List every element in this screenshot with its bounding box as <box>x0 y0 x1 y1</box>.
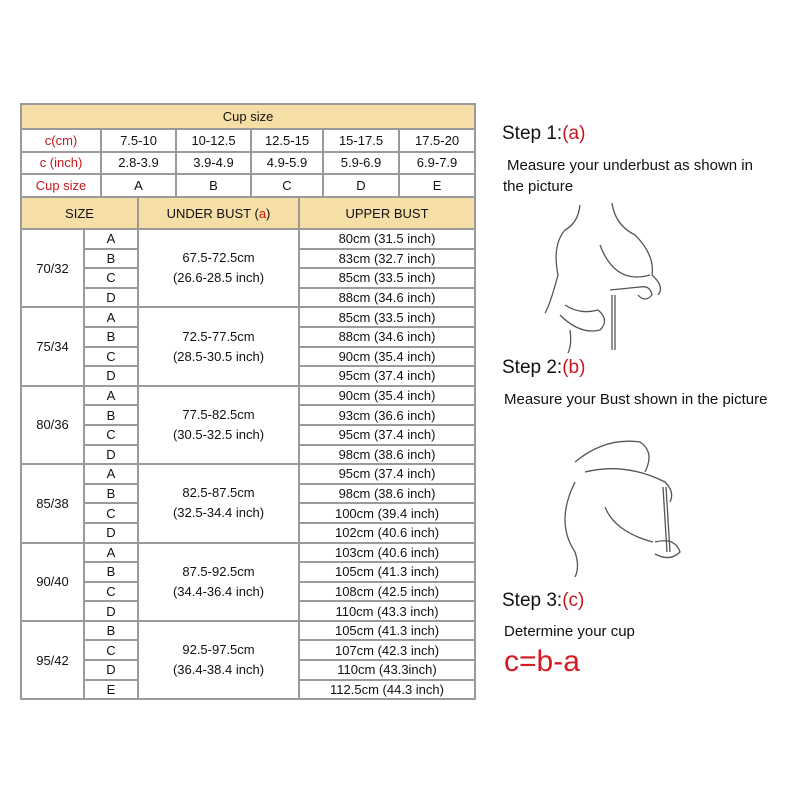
cup-letter: E <box>84 680 138 700</box>
upper-bust-value: 100cm (39.4 inch) <box>299 503 475 523</box>
bust-illustration <box>545 432 705 577</box>
upper-bust-value: 105cm (41.3 inch) <box>299 621 475 641</box>
cup-letter: D <box>84 445 138 465</box>
upper-bust-value: 90cm (35.4 inch) <box>299 347 475 367</box>
cup-letter: D <box>84 366 138 386</box>
step-2-title: Step 2:(b) <box>502 357 586 378</box>
cup-cell: 4.9-5.9 <box>251 152 323 175</box>
upper-bust-value: 105cm (41.3 inch) <box>299 562 475 582</box>
step-1-text: Measure your underbust as shown in the picture <box>503 157 753 195</box>
cup-letter: C <box>84 347 138 367</box>
under-bust-range: 67.5-72.5cm (26.6-28.5 inch) <box>138 229 299 307</box>
upper-bust-value: 95cm (37.4 inch) <box>299 464 475 484</box>
under-bust-range: 92.5-97.5cm (36.4-38.4 inch) <box>138 621 299 699</box>
cup-cell: 12.5-15 <box>251 129 323 152</box>
band-size: 95/42 <box>21 621 84 699</box>
row-label: c(cm) <box>21 129 101 152</box>
upper-bust-value: 80cm (31.5 inch) <box>299 229 475 249</box>
cup-letter: B <box>84 484 138 504</box>
upper-bust-value: 112.5cm (44.3 inch) <box>299 680 475 700</box>
cup-letter: B <box>84 562 138 582</box>
upper-bust-value: 98cm (38.6 inch) <box>299 484 475 504</box>
row-label: c (inch) <box>21 152 101 175</box>
cup-cell: A <box>101 174 176 197</box>
table-row <box>21 543 475 563</box>
cup-letter: C <box>84 640 138 660</box>
table-row <box>21 386 475 406</box>
upper-bust-value: 98cm (38.6 inch) <box>299 445 475 465</box>
cup-cell: B <box>176 174 251 197</box>
under-bust-range: 87.5-92.5cm (34.4-36.4 inch) <box>138 543 299 621</box>
cup-table-row <box>21 152 475 175</box>
cup-letter: A <box>84 229 138 249</box>
under-bust-header: UNDER BUST (a) <box>138 197 299 229</box>
upper-bust-value: 107cm (42.3 inch) <box>299 640 475 660</box>
band-size: 70/32 <box>21 229 84 307</box>
band-size: 85/38 <box>21 464 84 542</box>
upper-bust-value: 90cm (35.4 inch) <box>299 386 475 406</box>
upper-bust-value: 102cm (40.6 inch) <box>299 523 475 543</box>
upper-bust-value: 93cm (36.6 inch) <box>299 405 475 425</box>
band-size: 75/34 <box>21 307 84 385</box>
cup-cell: D <box>323 174 399 197</box>
step-3-text: Determine your cup <box>504 623 635 640</box>
cup-letter: A <box>84 386 138 406</box>
size-chart-table <box>20 196 476 700</box>
row-label: Cup size <box>21 174 101 197</box>
cup-letter: A <box>84 464 138 484</box>
upper-bust-value: 95cm (37.4 inch) <box>299 366 475 386</box>
cup-letter: D <box>84 288 138 308</box>
table-row <box>21 229 475 249</box>
cup-letter: C <box>84 503 138 523</box>
cup-letter: D <box>84 523 138 543</box>
table-row <box>21 307 475 327</box>
band-size: 80/36 <box>21 386 84 464</box>
cup-letter: B <box>84 621 138 641</box>
upper-bust-value: 103cm (40.6 inch) <box>299 543 475 563</box>
cup-letter: C <box>84 268 138 288</box>
upper-bust-value: 95cm (37.4 inch) <box>299 425 475 445</box>
cup-formula: c=b-a <box>504 645 580 678</box>
table-row <box>21 464 475 484</box>
cup-cell: 7.5-10 <box>101 129 176 152</box>
cup-table-row <box>21 129 475 152</box>
upper-bust-value: 85cm (33.5 inch) <box>299 307 475 327</box>
upper-bust-header: UPPER BUST <box>299 197 475 229</box>
under-bust-range: 77.5-82.5cm (30.5-32.5 inch) <box>138 386 299 464</box>
cup-letter: D <box>84 660 138 680</box>
upper-bust-value: 110cm (43.3inch) <box>299 660 475 680</box>
step-1-title: Step 1:(a) <box>502 123 586 144</box>
cup-letter: C <box>84 425 138 445</box>
cup-cell: 5.9-6.9 <box>323 152 399 175</box>
cup-cell: 15-17.5 <box>323 129 399 152</box>
under-bust-range: 82.5-87.5cm (32.5-34.4 inch) <box>138 464 299 542</box>
cup-letter: B <box>84 249 138 269</box>
cup-letter: A <box>84 543 138 563</box>
upper-bust-value: 110cm (43.3 inch) <box>299 601 475 621</box>
cup-letter: C <box>84 582 138 602</box>
step-2-text: Measure your Bust shown in the picture <box>504 391 768 408</box>
cup-letter: A <box>84 307 138 327</box>
under-bust-range: 72.5-77.5cm (28.5-30.5 inch) <box>138 307 299 385</box>
cup-size-table <box>20 103 476 198</box>
cup-cell: 17.5-20 <box>399 129 475 152</box>
step-3-title: Step 3:(c) <box>502 590 585 611</box>
cup-table-row <box>21 174 475 197</box>
cup-table-title: Cup size <box>21 104 475 129</box>
upper-bust-value: 85cm (33.5 inch) <box>299 268 475 288</box>
cup-letter: B <box>84 405 138 425</box>
cup-cell: C <box>251 174 323 197</box>
cup-cell: 2.8-3.9 <box>101 152 176 175</box>
cup-cell: 6.9-7.9 <box>399 152 475 175</box>
upper-bust-value: 88cm (34.6 inch) <box>299 288 475 308</box>
band-size: 90/40 <box>21 543 84 621</box>
cup-cell: 10-12.5 <box>176 129 251 152</box>
upper-bust-value: 83cm (32.7 inch) <box>299 249 475 269</box>
table-row <box>21 621 475 641</box>
cup-cell: E <box>399 174 475 197</box>
upper-bust-value: 88cm (34.6 inch) <box>299 327 475 347</box>
cup-cell: 3.9-4.9 <box>176 152 251 175</box>
size-header: SIZE <box>21 197 138 229</box>
underbust-illustration <box>540 195 700 355</box>
upper-bust-value: 108cm (42.5 inch) <box>299 582 475 602</box>
cup-letter: D <box>84 601 138 621</box>
cup-letter: B <box>84 327 138 347</box>
